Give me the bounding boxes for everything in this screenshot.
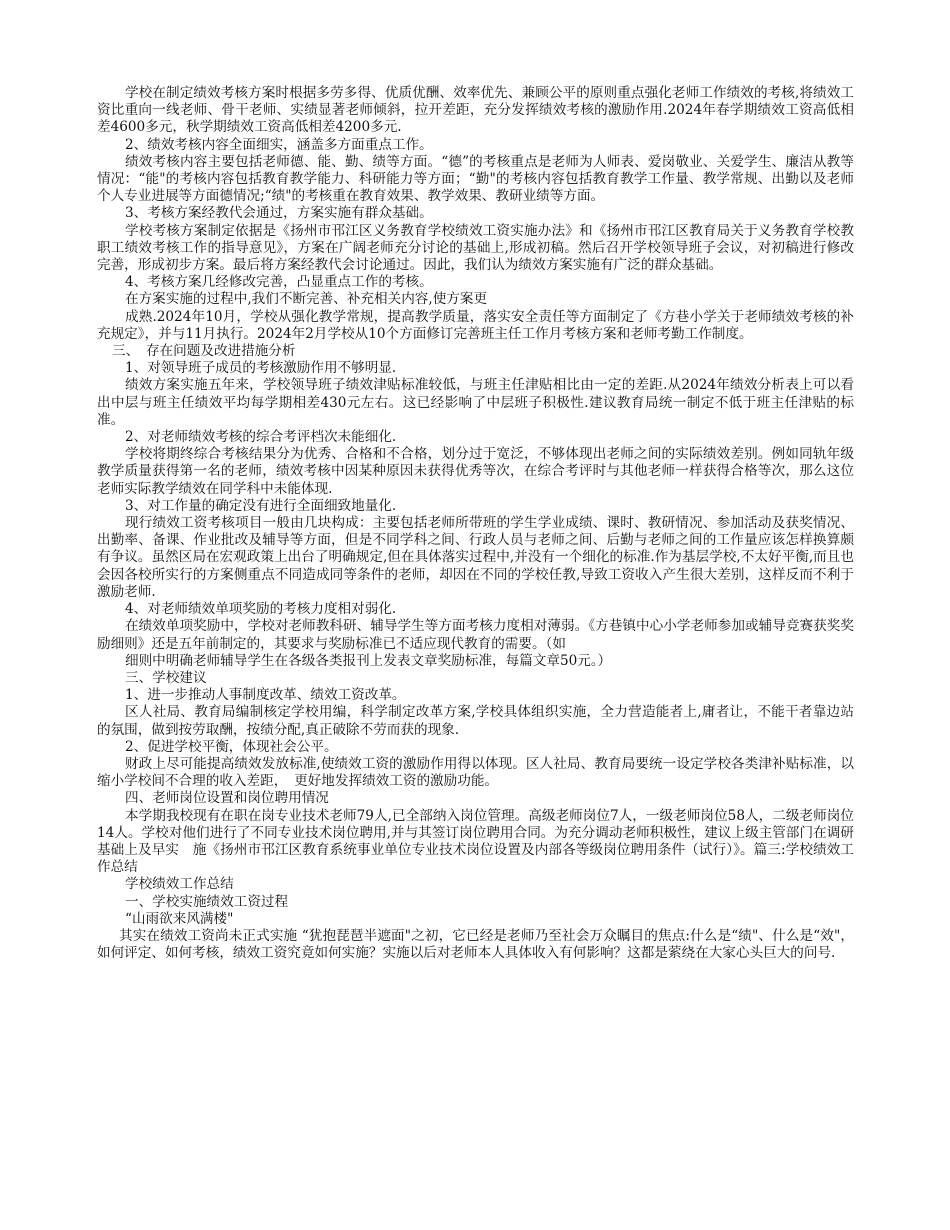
paragraph-22: 2、促进学校平衡，体现社会公平。	[125, 738, 338, 755]
paragraph-3: 绩效考核内容主要包括老师德、能、勤、绩等方面。“德”的考核重点是老师为人师表、爱岗敬业、关爱学生、廉洁从教等情况：“能"的考核内容包括教育教学能力、科研能力等方面；“勤"的考核内容包括教育教学工作量、教学常规、出勤以及老师个人专业进展等方面德情况;“绩"的考核重在教育效果、教学效果、教研业绩等方面。	[97, 153, 854, 205]
paragraph-4: 3、考核方案经教代会通过，方案实施有群众基础。	[125, 205, 433, 222]
paragraph-10: 1、对领导班子成员的考核激励作用不够明显.	[125, 360, 397, 377]
paragraph-13: 学校将期终综合考核结果分为优秀、合格和不合格，划分过于宽泛，不够体现出老师之间的实际绩效差别。例如同轨年级教学质量获得第一名的老师，绩效考核中因某种原因未获得优秀等次，在综合考评时与其他老师一样获得合格等次，那么这位老师实际教学绩效在同学科中未能体现.	[97, 446, 854, 497]
paragraph-8: 成熟.2024年10月，学校从强化教学常规，提高教学质量，落实安全责任等方面制定了《方巷小学关于老师绩效考核的补充规定》，并与11月执行。2024年2月学校从10个方面修订完善班主任工作月考核方案和老师考勤工作制度。	[97, 308, 854, 342]
paragraph-15: 现行绩效工资考核项目一般由几块构成：主要包括老师所带班的学生学业成绩、课时、教研情况、参加活动及获奖情况、出勤率、备课、作业批改及辅导等方面，但是不同学科之间、行政人员与老师之间、后勤与老师之间的工作量应该怎样换算颇有争议。虽然区局在宏观政策上出台了明确规定,但在具体落实过程中,并没有一个细化的标准.作为基层学校,不太好平衡,而且也会因各校所实行的方案侧重点不同造成同等条件的老师，却因在不同的学校任教,导致工资收入产生很大差别，这样反而不利于激励老师.	[97, 515, 854, 600]
paragraph-21: 区人社局、教育局编制核定学校用编，科学制定改革方案,学校具体组织实施，全力营造能者上,庸者让，不能干者靠边站的氛围，做到按劳取酬，按绩分配,真正破除不劳而获的现象.	[97, 704, 854, 738]
paragraph-6: 4、考核方案几经修改完善，凸显重点工作的考核。	[125, 274, 433, 291]
paragraph-14: 3、对工作量的确定没有进行全面细致地量化.	[125, 497, 397, 514]
paragraph-20: 1、进一步推动人事制度改革、绩效工资改革。	[125, 687, 406, 704]
paragraph-1: 学校在制定绩效考核方案时根据多劳多得、优质优酬、效率优先、兼顾公平的原则重点强化老师工作绩效的考核,将绩效工资比重向一线老师、骨干老师、实绩显著老师倾斜，拉开差距，充分发挥绩效考核的激励作用.2024年春学期绩效工资高低相差4600多元，秋学期绩效工资高低相差4200多元.	[97, 85, 854, 136]
section-heading-4: 四、老师岗位设置和岗位聘用情况	[125, 790, 329, 807]
paragraph-12: 2、对老师绩效考核的综合考评档次未能细化.	[125, 429, 397, 446]
section-heading-3: 三、 存在问题及改进措施分析	[112, 343, 296, 360]
paragraph-2: 2、绩效考核内容全面细实，涵盖多方面重点工作。	[125, 136, 433, 153]
document-subtitle: 学校绩效工作总结	[125, 876, 234, 893]
quote-line: “山雨欲来风满楼"	[125, 910, 234, 927]
paragraph-5: 学校考核方案制定依据是《扬州市邗江区义务教育学校绩效工资实施办法》和《扬州市邗江区教育局关于义务教育学校教职工绩效考核工作的指导意见》，方案在广阔老师充分讨论的基础上,形成初稿。然后召开学校领导班子会议，对初稿进行修改完善，形成初步方案。最后将方案经教代会讨论通过。因此，我们认为绩效方案实施有广泛的群众基础。	[97, 222, 854, 274]
section-heading-school-advice: 三、学校建议	[125, 669, 207, 686]
section-heading-1: 一、学校实施绩效工资过程	[125, 893, 289, 910]
paragraph-17: 在绩效单项奖励中，学校对老师教科研、辅导学生等方面考核力度相对薄弱。《方巷镇中心小学老师参加或辅导竞赛获奖奖励细则》还是五年前制定的，其要求与奖励标准已不适应现代教育的需要。（如	[97, 618, 854, 652]
paragraph-16: 4、对老师绩效单项奖励的考核力度相对弱化.	[125, 601, 397, 618]
paragraph-23: 财政上尽可能提高绩效发放标准,使绩效工资的激励作用得以体现。区人社局、教育局要统一设定学校各类津补贴标准，以缩小学校间不合理的收入差距， 更好地发挥绩效工资的激励功能。	[97, 755, 854, 790]
paragraph-7: 在方案实施的过程中,我们不断完善、补充相关内容,使方案更	[125, 291, 488, 308]
paragraph-25: 本学期我校现有在职在岗专业技术老师79人,已全部纳入岗位管理。高级老师岗位7人，一级老师岗位58人，二级老师岗位14人。学校对他们进行了不同专业技术岗位聘用,并与其签订岗位聘用合同。为充分调动老师积极性，建议上级主管部门在调研基础上及早实 施《扬州市邗江区教育系统事业单位专业技术岗位设置及内部各等级岗位聘用条件（试行）》。篇三:学校绩效工作总结	[97, 807, 854, 876]
paragraph-18: 细则中明确老师辅导学生在各级各类报刊上发表文章奖励标准，每篇文章50元。）	[125, 652, 612, 669]
paragraph-29: 其实在绩效工资尚未正式实施 “犹抱琵琶半遮面"之初，它已经是老师乃至社会万众瞩目的焦点:什么是“绩"、什么是“效"，如何评定、如何考核，绩效工资究竟如何实施？实施以后对老师本人具体收入有何影响？这都是萦绕在大家心头巨大的问号.	[97, 927, 854, 962]
paragraph-11: 绩效方案实施五年来，学校领导班子绩效津贴标准较低，与班主任津贴相比由一定的差距.从2024年绩效分析表上可以看出中层与班主任绩效平均每学期相差430元左右。这已经影响了中层班子积极性.建议教育局统一制定不低于班主任津贴的标准。	[97, 377, 854, 428]
